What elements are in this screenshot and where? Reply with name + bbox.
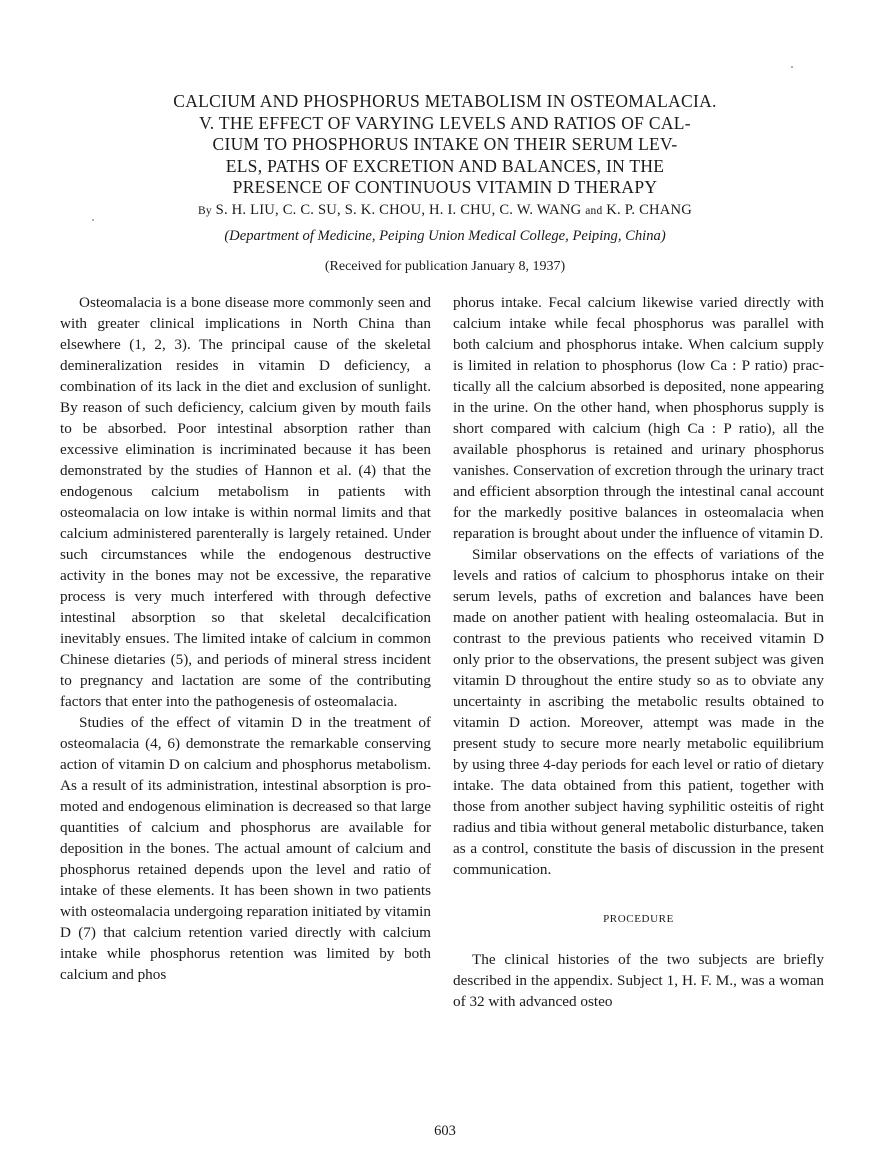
byline-names: S. H. LIU, C. C. SU, S. K. CHOU, H. I. CHU, C. W. WANG — [215, 202, 582, 218]
paragraph: Osteomalacia is a bone disease more commonly seen and with greater clinical implications in North China than elsewhere (1, 2, 3). The principal cause of the skeletal demineralization resides in vitamin D deficiency, a combination of its lack in the diet and exclusion of sunlight. By reason of such deficiency, calcium given by mouth fails to be absorbed. Poor intestinal absorption rather than excessive elimination is incriminated because it has been demonstrated by the studies of Hannon et al. (4) that the endogenous calcium metabolism in patients with osteomalacia on low intake is within normal limits and that calcium administered parenterally is largely retained. Under such circumstances while the endogenous destructive activity in the bones may not be excessive, the reparative process is very much interfered with through defective intestinal absorption so that skeletal decalcification inevitably ensues. The limited intake of calcium in common Chinese dietaries (5), and periods of mineral stress incident to pregnancy and lactation are some of the contributing factors that enter into the pathogenesis of osteomalacia. — [60, 294, 431, 710]
left-column — [60, 292, 431, 985]
scan-speck — [92, 219, 94, 221]
title-line: ELS, PATHS OF EXCRETION AND BALANCES, IN THE — [225, 155, 665, 176]
title-line: V. THE EFFECT OF VARYING LEVELS AND RATIOS OF CAL- — [199, 112, 691, 133]
article-title — [110, 91, 780, 199]
byline-last-author: K. P. CHANG — [606, 202, 693, 218]
title-line: CALCIUM AND PHOSPHORUS METABOLISM IN OSTEOMALACIA. — [173, 91, 717, 111]
affiliation: (Department of Medicine, Peiping Union Medical College, Peiping, China) — [224, 228, 666, 244]
byline-and: and — [585, 205, 603, 217]
title-line: PRESENCE OF CONTINUOUS VITAMIN D THERAPY — [232, 177, 658, 197]
byline-by: By — [197, 205, 212, 217]
title-line: CIUM TO PHOSPHORUS INTAKE ON THEIR SERUM LEV- — [212, 134, 678, 154]
paragraph: Similar observations on the effects of variations of the levels and ratios of calcium to phosphorus intake on their serum levels, paths of excretion and balances have been made on another patient with healing osteomalacia. But in contrast to the previous patients who received vitamin D only prior to the observations, the present subject was given vitamin D throughout the entire study so as to obviate any uncertainty in ascribing the metabolic results obtained to vitamin D action. Moreover, attempt was made in the present study to secure more nearly metabolic equilibrium by using three 4-day periods for each level or ratio of dietary intake. The data obtained from this patient, together with those from another subject having syphilitic osteitis of right radius and tibia without general metabolic disturbance, taken as a control, constitute the basis of discussion in the present communication. — [453, 546, 824, 878]
section-heading: PROCEDURE — [603, 913, 674, 925]
paragraph: Studies of the effect of vitamin D in the treatment of osteomalacia (4, 6) demonstrate the remarkable conserving action of vitamin D on calcium and phosphorus metabolism. As a result of its administration, intestinal absorption is promoted and endogenous elimination is decreased so that large quantities of calcium and phosphorus are available for deposition in the bones. The actual amount of calcium and phosphorus retained depends upon the level and ratio of intake of these elements. It has been shown in two patients with osteomalacia undergoing reparation initiated by vitamin D (7) that calcium retention varied directly with calcium intake while phosphorus retention was limited by both calcium and phos — [60, 714, 431, 983]
author-byline — [0, 202, 890, 219]
received-date: (Received for publication January 8, 1937) — [324, 259, 566, 274]
paragraph: The clinical histories of the two subjects are briefly described in the appendix. Subject 1, H. F. M., was a woman of 32 with advanced osteo — [453, 951, 824, 1010]
scan-speck — [791, 66, 793, 68]
paragraph: phorus intake. Fecal calcium likewise varied directly with calcium intake while fecal phosphorus was parallel with both calcium and phosphorus intake. When calcium supply is limited in relation to phosphorus (low Ca : P ratio) practically all the calcium absorbed is deposited, none appearing in the urine. On the other hand, when phosphorus supply is short compared with calcium (high Ca : P ratio), all the available phosphorus is retained and urinary phosphorus vanishes. Conservation of excretion through the urinary tract and efficient absorption through the intestinal canal account for the markedly positive balances in osteomalacia when reparation is brought about under the influence of vitamin D. — [453, 294, 824, 542]
page-number: 603 — [434, 1123, 456, 1139]
right-column — [453, 292, 824, 1012]
